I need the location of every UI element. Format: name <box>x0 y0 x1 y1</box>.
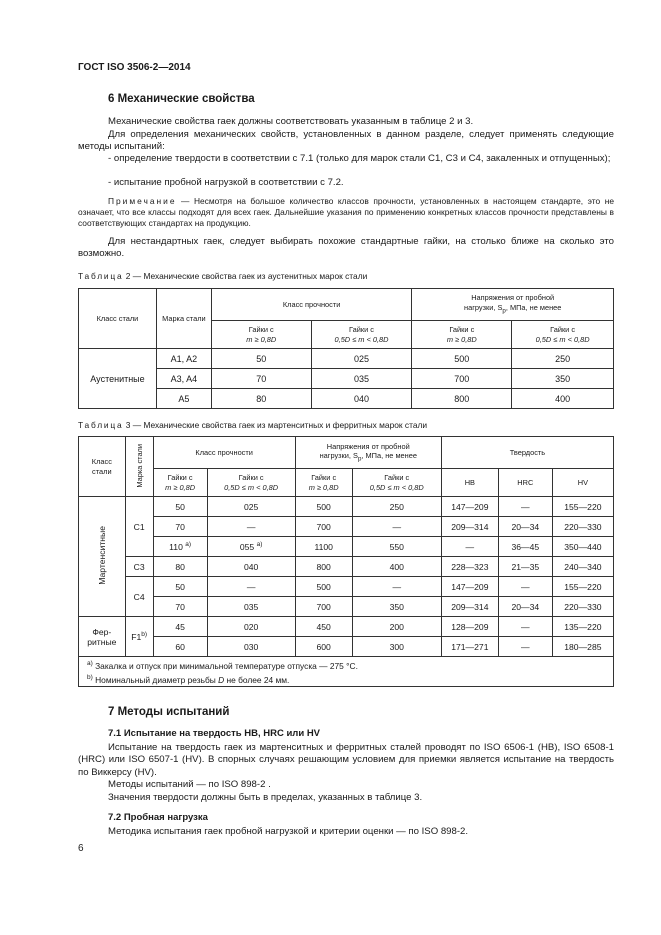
cell: 50 <box>153 497 207 517</box>
t2-header-nut-low-2: Гайки с 0,5D ≤ m < 0,8D <box>512 321 614 349</box>
t3-header-proof: Напряжения от пробной нагрузки, $S_p$, МПа, не менее <box>295 437 441 469</box>
section-6-title: 6 Механические свойства <box>108 93 255 105</box>
cell: 45 <box>153 617 207 637</box>
table2-caption-label: Таблица <box>78 271 124 281</box>
table2-caption-text: 2 — Механические свойства гаек из аустенитных марок стали <box>123 271 368 281</box>
cell: 209—314 <box>441 597 498 617</box>
t2-header-proof: Напряжения от пробной нагрузки, $S_p$, МПа, не менее <box>412 289 614 321</box>
cell: 171—271 <box>441 637 498 657</box>
table-row <box>79 597 614 617</box>
cell: 20—34 <box>498 597 552 617</box>
cell: 500 <box>295 497 352 517</box>
cell: 025 <box>207 497 295 517</box>
table3-footnotes <box>79 657 614 687</box>
table-row <box>79 537 614 557</box>
document-header: ГОСТ ISO 3506-2—2014 <box>78 62 191 73</box>
footnote-a: $^{a)}$ Закалка и отпуск при минимальной температуре отпуска — 275 °С. <box>87 659 358 671</box>
t3-header-nut-full-2: Гайки с m ≥ 0,8D <box>295 469 352 497</box>
note-label: Примечание <box>108 196 177 206</box>
t3-header-nut-full: Гайки с m ≥ 0,8D <box>153 469 207 497</box>
cell: 040 <box>207 557 295 577</box>
cell: 60 <box>153 637 207 657</box>
t2-header-nut-full: Гайки с m ≥ 0,8D <box>211 321 311 349</box>
t3-header-nut-low-2: Гайки с 0,5D ≤ m < 0,8D <box>352 469 441 497</box>
t2-header-grade: Марка стали <box>156 289 211 349</box>
cell: 700 <box>295 597 352 617</box>
cell: 450 <box>295 617 352 637</box>
t3-header-hb: HB <box>441 469 498 497</box>
cell: — <box>441 537 498 557</box>
t3-header-hardness: Твердость <box>441 437 613 469</box>
table-2 <box>78 288 614 409</box>
cell: 228—323 <box>441 557 498 577</box>
cell: 70 <box>153 597 207 617</box>
cell: 240—340 <box>552 557 613 577</box>
cell: 1100 <box>295 537 352 557</box>
t3-header-class: Класс стали <box>79 437 126 497</box>
cell: 030 <box>207 637 295 657</box>
cell: — <box>352 517 441 537</box>
cell: 300 <box>352 637 441 657</box>
table-row <box>79 369 614 389</box>
table-row <box>79 517 614 537</box>
cell: 70 <box>211 369 311 389</box>
s6-paragraph-5: Для нестандартных гаек, следует выбирать похожие стандартные гайки, на столько ближе на сколько это возможно. <box>78 236 614 260</box>
cell: — <box>207 517 295 537</box>
s71-paragraph-2: Методы испытаний — по ISO 898-2 . <box>108 779 271 790</box>
cell: 500 <box>412 349 512 369</box>
cell: 700 <box>412 369 512 389</box>
cell: 035 <box>207 597 295 617</box>
cell: 21—35 <box>498 557 552 577</box>
cell: 250 <box>352 497 441 517</box>
table-row <box>79 617 614 637</box>
t3-grade-f1: F1$^{b)}$ <box>125 617 153 657</box>
cell: — <box>498 617 552 637</box>
cell: 800 <box>412 389 512 409</box>
cell: 200 <box>352 617 441 637</box>
table-row <box>79 557 614 577</box>
s71-paragraph-1: Испытание на твердость гаек из мартенситных и ферритных сталей проводят по ISO 6506-1 (HB), ISO 6508-1 (HRC) или ISO 6507-1 (HV). В спорных случаях решающим условием для приемки является испытание на твердость по Виккерсу (HV). <box>78 742 614 778</box>
cell: 110 $^{a)}$ <box>153 537 207 557</box>
cell: 035 <box>311 369 412 389</box>
cell: 20—34 <box>498 517 552 537</box>
cell: 350 <box>512 369 614 389</box>
cell: 50 <box>211 349 311 369</box>
cell: 350 <box>352 597 441 617</box>
cell: 250 <box>512 349 614 369</box>
table-row <box>79 497 614 517</box>
s6-paragraph-1: Механические свойства гаек должны соответствовать указанным в таблице 2 и 3. <box>108 116 474 127</box>
cell: 220—330 <box>552 597 613 617</box>
footnote-b: $^{b)}$ Номинальный диаметр резьбы D не более 24 мм. <box>87 673 290 685</box>
t3-header-hv: HV <box>552 469 613 497</box>
table-row <box>79 637 614 657</box>
cell: 147—209 <box>441 577 498 597</box>
cell: 220—330 <box>552 517 613 537</box>
cell: 80 <box>211 389 311 409</box>
cell: 040 <box>311 389 412 409</box>
cell: 600 <box>295 637 352 657</box>
table-row <box>79 577 614 597</box>
t2-header-strength: Класс прочности <box>211 289 412 321</box>
t3-header-strength: Класс прочности <box>153 437 295 469</box>
cell: 147—209 <box>441 497 498 517</box>
t3-header-grade: Марка стали <box>125 437 153 497</box>
cell: 020 <box>207 617 295 637</box>
cell: 400 <box>512 389 614 409</box>
cell: 36—45 <box>498 537 552 557</box>
cell: 155—220 <box>552 497 613 517</box>
cell: — <box>352 577 441 597</box>
cell: A1, A2 <box>156 349 211 369</box>
s6-paragraph-4: - испытание пробной нагрузкой в соответствии с 7.2. <box>108 177 344 188</box>
cell: 550 <box>352 537 441 557</box>
cell: 128—209 <box>441 617 498 637</box>
cell: 025 <box>311 349 412 369</box>
t3-grade-c4: C4 <box>125 577 153 617</box>
table-footnotes-row <box>79 657 614 687</box>
s6-note <box>78 196 614 230</box>
cell: 400 <box>352 557 441 577</box>
section-7-2-title: 7.2 Пробная нагрузка <box>108 812 208 823</box>
cell: 500 <box>295 577 352 597</box>
table3-caption-text: 3 — Механические свойства гаек из мартенситных и ферритных марок стали <box>123 420 428 430</box>
t3-header-hrc: HRC <box>498 469 552 497</box>
t3-header-nut-low: Гайки с 0,5D ≤ m < 0,8D <box>207 469 295 497</box>
page-number: 6 <box>78 843 84 854</box>
s6-paragraph-2: Для определения механических свойств, установленных в данном разделе, следует применять следующие методы испытаний: <box>78 129 614 153</box>
s6-paragraph-3: - определение твердости в соответствии с 7.1 (только для марок стали C1, C3 и C4, закаленных и отпущенных); <box>108 153 611 164</box>
cell: — <box>498 637 552 657</box>
cell: — <box>207 577 295 597</box>
t2-group-austenitic: Аустенитные <box>79 349 157 409</box>
cell: 350—440 <box>552 537 613 557</box>
t3-grade-c3: C3 <box>125 557 153 577</box>
t3-grade-c1: C1 <box>125 497 153 557</box>
cell: 70 <box>153 517 207 537</box>
cell: — <box>498 497 552 517</box>
cell: A3, A4 <box>156 369 211 389</box>
cell: 50 <box>153 577 207 597</box>
section-7-1-title: 7.1 Испытание на твердость HB, HRC или HV <box>108 728 321 739</box>
t2-header-nut-low: Гайки с 0,5D ≤ m < 0,8D <box>311 321 412 349</box>
cell: 209—314 <box>441 517 498 537</box>
cell: 135—220 <box>552 617 613 637</box>
cell: 180—285 <box>552 637 613 657</box>
t3-group-ferritic: Фер- ритные <box>79 617 126 657</box>
cell: 055 $^{a)}$ <box>207 537 295 557</box>
section-7-title: 7 Методы испытаний <box>108 706 230 718</box>
cell: — <box>498 577 552 597</box>
t2-header-nut-full-2: Гайки с m ≥ 0,8D <box>412 321 512 349</box>
note-text: — Несмотря на большое количество классов прочности, установленных в настоящем стандарте, это не означает, что все классы подходят для всех гаек. Дальнейшие указания по применению конкретных классов прочности представлены в соответствующих стандартах на продукцию. <box>78 196 614 229</box>
table-row <box>79 349 614 369</box>
cell: 80 <box>153 557 207 577</box>
s72-paragraph-1: Методика испытания гаек пробной нагрузкой и критерии оценки — по ISO 898-2. <box>108 826 469 837</box>
table-row <box>79 389 614 409</box>
table-3 <box>78 436 614 687</box>
t3-group-martensitic: Мартенситные <box>79 497 126 617</box>
cell: A5 <box>156 389 211 409</box>
table2-caption <box>78 271 367 281</box>
table3-caption <box>78 420 427 430</box>
t2-header-class: Класс стали <box>79 289 157 349</box>
s71-paragraph-3: Значения твердости должны быть в пределах, указанных в таблице 3. <box>108 792 423 803</box>
table3-caption-label: Таблица <box>78 420 124 430</box>
cell: 155—220 <box>552 577 613 597</box>
cell: 700 <box>295 517 352 537</box>
cell: 800 <box>295 557 352 577</box>
